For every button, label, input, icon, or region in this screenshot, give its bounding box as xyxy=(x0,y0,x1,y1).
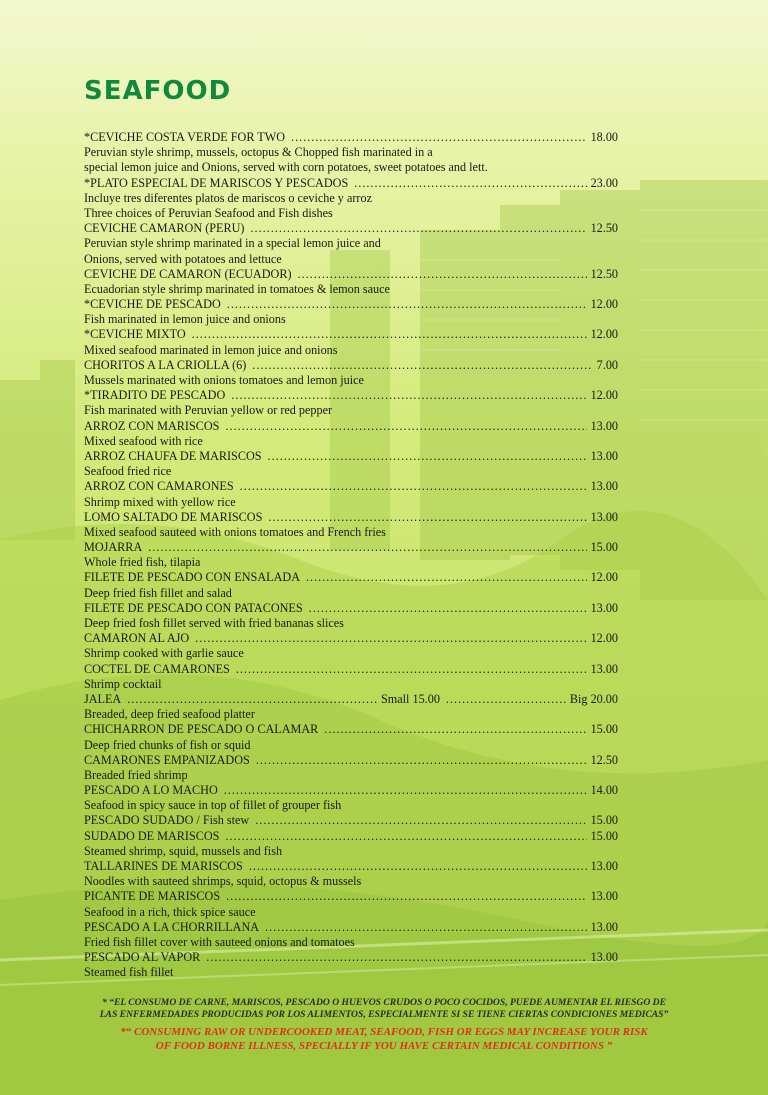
menu-item xyxy=(84,631,618,646)
dot-leader xyxy=(324,722,586,737)
menu-item-name: PESCADO A LA CHORRILLANA xyxy=(84,919,260,934)
menu-item-description: Whole fried fish, tilapia xyxy=(84,555,201,570)
menu-item xyxy=(84,662,618,677)
menu-item xyxy=(84,176,618,191)
menu-item-description: Deep fried fish fillet and salad xyxy=(84,585,232,600)
menu-item-description: Mixed seafood marinated in lemon juice and onions xyxy=(84,342,338,357)
warning-en-line: OF FOOD BORNE ILLNESS, SPECIALLY IF YOU HAVE CERTAIN MEDICAL CONDITIONS ” xyxy=(155,1040,613,1052)
warning-es-line: LAS ENFERMEDADES PRODUCIDAS POR LOS ALIMENTOS, ESPECIALMENTE SI SE TIENE CIERTAS CONDICIONES MEDICAS” xyxy=(99,1009,669,1020)
menu-item-price-small: Small 15.00 xyxy=(381,691,440,706)
menu-item-price: 15.00 xyxy=(590,722,618,737)
menu-item xyxy=(84,722,618,737)
dot-leader xyxy=(250,221,586,236)
menu-item-price: 13.00 xyxy=(590,889,618,904)
dot-leader xyxy=(268,449,587,464)
menu-item-description: Three choices of Peruvian Seafood and Fish dishes xyxy=(84,205,333,220)
dot-leader xyxy=(224,783,587,798)
menu-item-name: FILETE DE PESCADO CON PATACONES xyxy=(84,600,303,615)
warning-es-line: * “EL CONSUMO DE CARNE, MARISCOS, PESCADO O HUEVOS CRUDOS O POCO COCIDOS, PUEDE AUMENTAR EL RIESGO DE xyxy=(101,997,667,1008)
menu-item-price: 12.50 xyxy=(590,266,618,281)
dot-leader xyxy=(252,358,592,373)
menu-item xyxy=(84,267,618,282)
menu-item-name: MOJARRA xyxy=(84,540,143,555)
menu-item-name: CAMARONES EMPANIZADOS xyxy=(84,752,250,767)
menu-item-price: 23.00 xyxy=(590,175,618,190)
menu-item-description: Mixed seafood sauteed with onions tomatoes and French fries xyxy=(84,524,386,539)
dot-leader xyxy=(265,920,587,935)
menu-item-description: Shrimp mixed with yellow rice xyxy=(84,494,236,509)
menu-item-price: 14.00 xyxy=(590,783,618,798)
menu-item-price: Big 20.00 xyxy=(569,691,618,706)
dot-leader xyxy=(206,950,586,965)
menu-item-price: 15.00 xyxy=(590,540,618,555)
menu-item xyxy=(84,388,618,403)
menu-item-description: Steamed fish fillet xyxy=(84,965,174,980)
menu-item xyxy=(84,130,618,145)
menu-item xyxy=(84,601,618,616)
menu-item xyxy=(84,889,618,904)
menu-item-price: 13.00 xyxy=(590,479,618,494)
menu-item-description: Seafood fried rice xyxy=(84,464,172,479)
menu-item-name: TALLARINES DE MARISCOS xyxy=(84,859,243,873)
menu-item-price: 7.00 xyxy=(596,357,618,372)
dot-leader xyxy=(225,829,586,844)
menu-item-name: CAMARON AL AJO xyxy=(84,631,190,646)
menu-item-name: *CEVICHE DE PESCADO xyxy=(84,297,221,312)
menu-item-description: Deep fried chunks of fish or squid xyxy=(84,737,251,752)
menu-item xyxy=(84,221,618,236)
menu-item-price: 12.00 xyxy=(590,327,618,342)
menu-item-price: 15.00 xyxy=(590,828,618,843)
menu-item-name: COCTEL DE CAMARONES xyxy=(84,661,230,676)
menu-item-name: ARROZ CON MARISCOS xyxy=(84,418,220,433)
menu-item-name: CHORITOS A LA CRIOLLA (6) xyxy=(84,357,247,372)
menu-item-description: special lemon juice and Onions, served with corn potatoes, sweet potatoes and lett. xyxy=(84,160,488,175)
menu-item-name: ARROZ CHAUFA DE MARISCOS xyxy=(84,448,262,463)
menu-item-description: Shrimp cooked with garlie sauce xyxy=(84,646,244,661)
menu-item xyxy=(84,297,618,312)
menu-item-name: LOMO SALTADO DE MARISCOS xyxy=(84,509,263,524)
menu-item-name: JALEA xyxy=(84,691,122,706)
menu-item-description: Noodles with sauteed shrimps, squid, octopus & mussels xyxy=(84,874,362,889)
dot-leader xyxy=(226,889,586,904)
menu-item-description: Fish marinated in lemon juice and onions xyxy=(84,312,286,327)
menu-item-description: Seafood in spicy sauce in top of fillet of grouper fish xyxy=(84,798,342,813)
menu-item xyxy=(84,358,618,373)
dot-leader xyxy=(240,479,587,494)
menu-item xyxy=(84,692,618,707)
menu-item-name: PESCADO SUDADO / Fish stew xyxy=(84,813,250,828)
menu-item-name: CEVICHE CAMARON (PERU) xyxy=(84,221,245,236)
menu-item-description: Mixed seafood with rice xyxy=(84,433,203,448)
dot-leader xyxy=(255,813,586,828)
dot-leader xyxy=(309,601,587,616)
menu-item-description: Fried fish fillet cover with sauteed onions and tomatoes xyxy=(84,934,355,949)
dot-leader xyxy=(256,753,587,768)
menu-item-price: 12.00 xyxy=(590,297,618,312)
dot-leader xyxy=(148,540,586,555)
menu-item-description: Ecuadorian style shrimp marinated in tomatoes & lemon sauce xyxy=(84,281,390,296)
menu-item-price: 13.00 xyxy=(590,859,618,873)
dot-leader xyxy=(306,570,587,585)
dot-leader xyxy=(236,662,587,677)
dot-leader xyxy=(231,388,586,403)
menu-item xyxy=(84,920,618,935)
menu-item xyxy=(84,813,618,828)
menu-item-description: Mussels marinated with onions tomatoes and lemon juice xyxy=(84,373,364,387)
menu-item-price: 12.00 xyxy=(590,570,618,585)
menu-item xyxy=(84,950,618,965)
menu-item-description: Steamed shrimp, squid, mussels and fish xyxy=(84,843,283,858)
page-title: SEAFOOD xyxy=(84,76,232,106)
menu-item-name: FILETE DE PESCADO CON ENSALADA xyxy=(84,570,300,585)
menu-list xyxy=(84,130,618,981)
menu-item-price: 13.00 xyxy=(590,919,618,934)
menu-item-price: 12.00 xyxy=(590,388,618,403)
menu-item-price: 13.00 xyxy=(590,600,618,615)
menu-item-description: Fish marinated with Peruvian yellow or red pepper xyxy=(84,403,333,418)
menu-item xyxy=(84,859,618,874)
dot-leader xyxy=(249,859,587,874)
dot-leader xyxy=(354,176,586,191)
dot-leader xyxy=(192,327,587,342)
menu-item-name: ARROZ CON CAMARONES xyxy=(84,479,234,494)
menu-item-name: PESCADO A LO MACHO xyxy=(84,783,218,798)
menu-item-description: Deep fried fosh fillet served with fried bananas slices xyxy=(84,616,344,630)
menu-item-price: 15.00 xyxy=(590,813,618,828)
menu-item-price: 12.50 xyxy=(590,221,618,236)
menu-item-name: *PLATO ESPECIAL DE MARISCOS Y PESCADOS xyxy=(84,175,349,190)
menu-item-name: *CEVICHE MIXTO xyxy=(84,327,186,342)
warning-en-line: *“ CONSUMING RAW OR UNDERCOOKED MEAT, SEAFOOD, FISH OR EGGS MAY INCREASE YOUR RISK xyxy=(120,1026,648,1038)
dot-leader xyxy=(127,692,377,707)
menu-item xyxy=(84,540,618,555)
menu-item-name: CEVICHE DE CAMARON (ECUADOR) xyxy=(84,266,292,281)
menu-item-name: *CEVICHE COSTA VERDE FOR TWO xyxy=(84,130,286,144)
menu-item-name: PICANTE DE MARISCOS xyxy=(84,889,221,904)
menu-item-description: Shrimp cocktail xyxy=(84,676,162,691)
menu-item-price: 18.00 xyxy=(590,130,618,144)
menu-item-description: Incluye tres diferentes platos de mariscos o ceviche y arroz xyxy=(84,190,372,205)
menu-item xyxy=(84,829,618,844)
warning-spanish xyxy=(0,997,768,1021)
menu-item xyxy=(84,510,618,525)
dot-leader xyxy=(291,130,587,145)
menu-item xyxy=(84,753,618,768)
menu-item xyxy=(84,479,618,494)
menu-item-description: Peruvian style shrimp marinated in a special lemon juice and xyxy=(84,236,381,251)
menu-item-price: 12.50 xyxy=(590,752,618,767)
dot-leader xyxy=(227,297,587,312)
dot-leader xyxy=(195,631,586,646)
menu-item-price: 13.00 xyxy=(590,448,618,463)
dot-leader xyxy=(268,510,586,525)
warning-english xyxy=(0,1025,768,1053)
menu-item-name: CHICHARRON DE PESCADO O CALAMAR xyxy=(84,722,319,737)
menu-item-description: Onions, served with potatoes and lettuce xyxy=(84,251,282,266)
menu-item-name: SUDADO DE MARISCOS xyxy=(84,828,220,843)
menu-item xyxy=(84,449,618,464)
menu-item-description: Seafood in a rich, thick spice sauce xyxy=(84,904,256,919)
menu-item-description: Peruvian style shrimp, mussels, octopus & Chopped fish marinated in a xyxy=(84,145,433,160)
menu-item xyxy=(84,783,618,798)
menu-item-price: 13.00 xyxy=(590,950,618,965)
menu-item-name: PESCADO AL VAPOR xyxy=(84,950,201,965)
menu-item xyxy=(84,419,618,434)
menu-item-price: 12.00 xyxy=(590,631,618,646)
menu-item-price: 13.00 xyxy=(590,509,618,524)
menu-item xyxy=(84,570,618,585)
menu-item-price: 13.00 xyxy=(590,661,618,676)
menu-item-description: Breaded fried shrimp xyxy=(84,767,188,782)
menu-item-description: Breaded, deep fried seafood platter xyxy=(84,707,255,722)
menu-item-price: 13.00 xyxy=(590,418,618,433)
menu-item-name: *TIRADITO DE PESCADO xyxy=(84,388,226,403)
dot-leader xyxy=(298,267,587,282)
dot-leader xyxy=(225,419,586,434)
dot-leader xyxy=(446,692,566,707)
menu-item xyxy=(84,327,618,342)
